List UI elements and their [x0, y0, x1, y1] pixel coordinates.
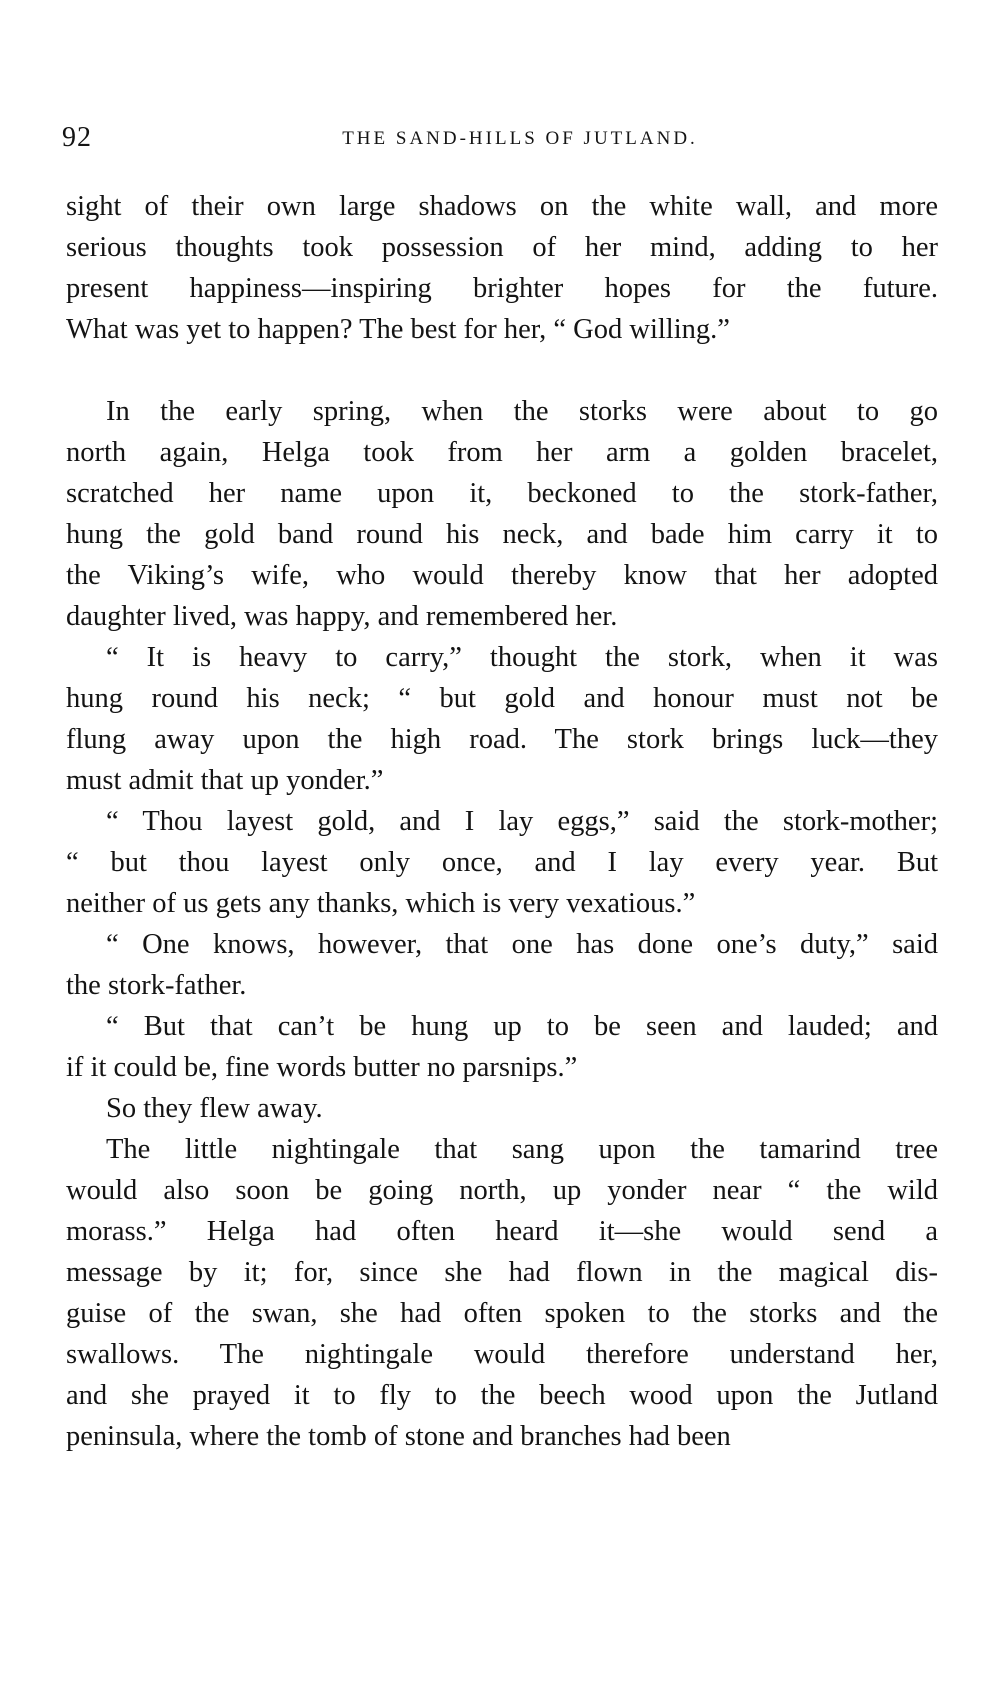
running-head: THE SAND-HILLS OF JUTLAND.: [342, 128, 698, 149]
text-line: “ Thou layest gold, and I lay eggs,” said the stork-mother;: [106, 806, 938, 837]
text-line: What was yet to happen? The best for her, “ God willing.”: [66, 314, 730, 345]
text-line: daughter lived, was happy, and remembered her.: [66, 601, 618, 632]
text-line: must admit that up yonder.”: [66, 765, 384, 796]
text-line: peninsula, where the tomb of stone and branches had been: [66, 1421, 731, 1452]
paragraph: [66, 391, 938, 637]
text-line: “ but thou layest only once, and I lay every year. But: [66, 847, 938, 878]
text-line: In the early spring, when the storks were about to go: [106, 396, 938, 427]
text-line: guise of the swan, she had often spoken to the storks and the: [66, 1298, 938, 1329]
text-line: the Viking’s wife, who would thereby know that her adopted: [66, 560, 938, 591]
text-line: message by it; for, since she had flown in the magical dis-: [66, 1257, 938, 1288]
text-line: present happiness—inspiring brighter hopes for the future.: [66, 273, 938, 304]
paragraph: [66, 801, 938, 924]
text-line: north again, Helga took from her arm a golden bracelet,: [66, 437, 938, 468]
paragraph: [66, 186, 938, 350]
text-line: sight of their own large shadows on the white wall, and more: [66, 191, 938, 222]
text-line: morass.” Helga had often heard it—she would send a: [66, 1216, 938, 1247]
text-line: scratched her name upon it, beckoned to the stork-father,: [66, 478, 938, 509]
body-text: [66, 186, 938, 1457]
page-header: [62, 122, 938, 156]
text-line: hung the gold band round his neck, and bade him carry it to: [66, 519, 938, 550]
text-line: “ It is heavy to carry,” thought the stork, when it was: [106, 642, 938, 673]
paragraph: [66, 924, 938, 1006]
text-line: hung round his neck; “ but gold and honour must not be: [66, 683, 938, 714]
text-line: The little nightingale that sang upon the tamarind tree: [106, 1134, 938, 1165]
text-line: would also soon be going north, up yonder near “ the wild: [66, 1175, 938, 1206]
text-line: swallows. The nightingale would therefore understand her,: [66, 1339, 938, 1370]
text-line: “ But that can’t be hung up to be seen and lauded; and: [106, 1011, 938, 1042]
paragraph: [66, 1129, 938, 1457]
text-line: neither of us gets any thanks, which is very vexatious.”: [66, 888, 696, 919]
text-line: serious thoughts took possession of her mind, adding to her: [66, 232, 938, 263]
text-line: flung away upon the high road. The stork brings luck—they: [66, 724, 938, 755]
paragraph: [66, 1088, 938, 1129]
text-line: “ One knows, however, that one has done one’s duty,” said: [106, 929, 938, 960]
paragraph: [66, 1006, 938, 1088]
paragraph: [66, 637, 938, 801]
text-line: So they flew away.: [106, 1093, 323, 1124]
text-line: and she prayed it to fly to the beech wood upon the Jutland: [66, 1380, 938, 1411]
text-line: if it could be, fine words butter no parsnips.”: [66, 1052, 578, 1083]
page-number: 92: [62, 122, 92, 153]
text-line: the stork-father.: [66, 970, 247, 1001]
